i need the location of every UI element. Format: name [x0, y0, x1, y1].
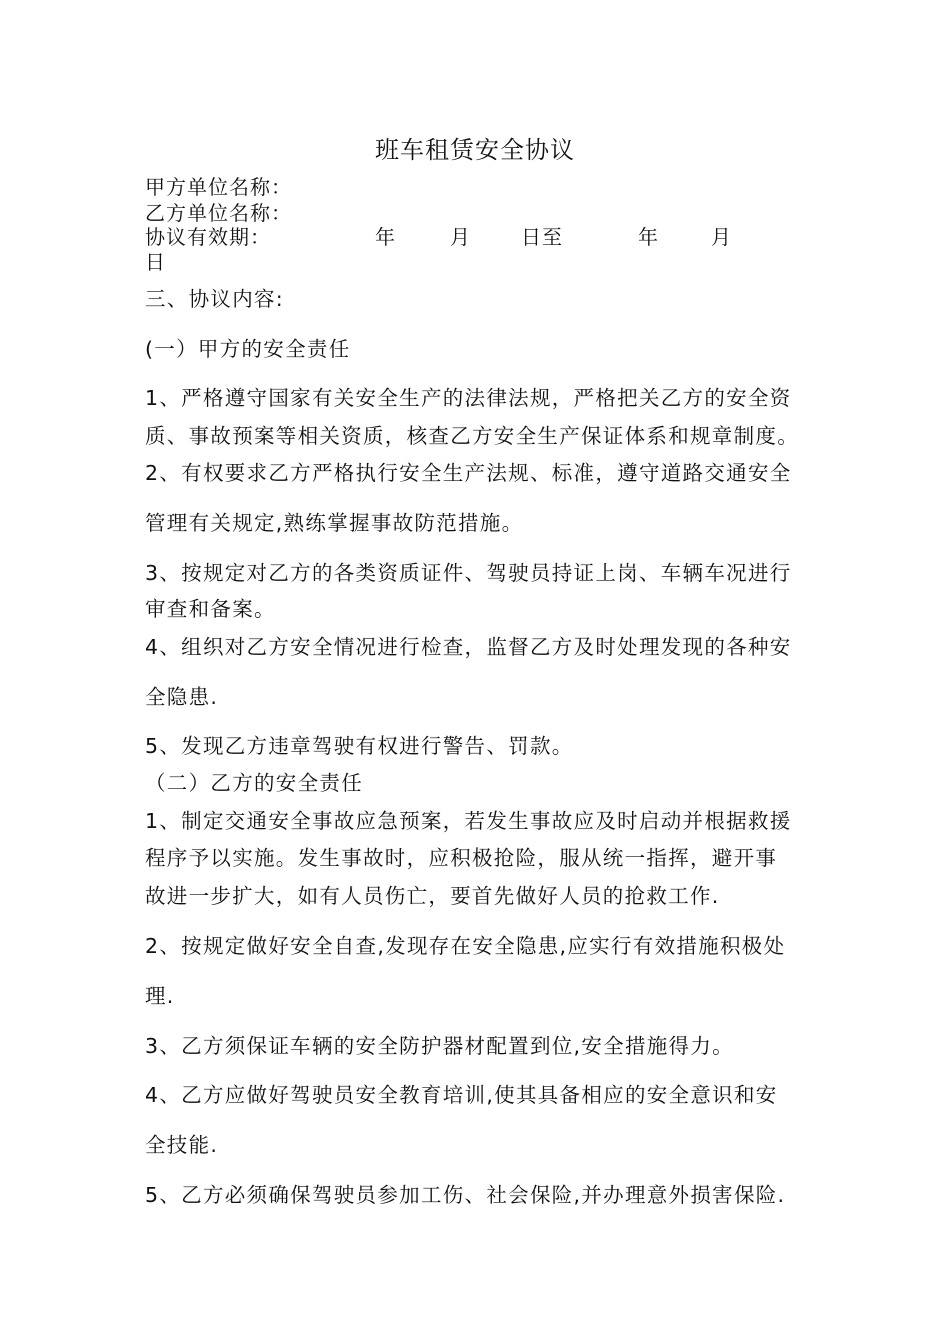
party-a-item-3-line-1: 3、按规定对乙方的各类资质证件、驾驶员持证上岗、车辆车况进行	[145, 561, 792, 585]
party-a-item-1-line-1: 1、严格遵守国家有关安全生产的法律法规，严格把关乙方的安全资	[145, 386, 792, 410]
party-b-name-label: 乙方单位名称：	[145, 201, 292, 225]
party-a-item-2-line-2: 管理有关规定,熟练掌握事故防范措施。	[145, 511, 524, 535]
party-b-item-4-line-1: 4、乙方应做好驾驶员安全教育培训,使其具备相应的安全意识和安	[145, 1083, 778, 1107]
party-b-item-4-line-2: 全技能.	[145, 1133, 219, 1157]
party-a-item-4-line-1: 4、组织对乙方安全情况进行检查，监督乙方及时处理发现的各种安	[145, 635, 792, 659]
section-three-heading: 三、协议内容:	[145, 287, 285, 311]
validity-day-to: 日至	[521, 225, 563, 249]
validity-label: 协议有效期：	[145, 225, 271, 249]
party-b-item-1-line-2: 程序予以实施。发生事故时，应积极抢险，服从统一指挥，避开事	[145, 846, 778, 870]
document-title: 班车租赁安全协议	[375, 136, 575, 164]
validity-row	[145, 222, 805, 252]
party-b-section-heading: （二）乙方的安全责任	[145, 771, 363, 795]
validity-start-month: 月	[450, 225, 471, 249]
party-a-section-heading: (一）甲方的安全责任	[145, 337, 351, 361]
party-b-item-1-line-1: 1、制定交通安全事故应急预案，若发生事故应及时启动并根据救援	[145, 809, 792, 833]
party-a-item-1-line-2: 质、事故预案等相关资质，核查乙方安全生产保证体系和规章制度。	[145, 424, 799, 448]
party-a-item-4-line-2: 全隐患.	[145, 685, 219, 709]
validity-end-month: 月	[711, 225, 732, 249]
validity-end-day: 日	[145, 250, 166, 274]
validity-end-year: 年	[638, 225, 659, 249]
party-a-item-5: 5、发现乙方违章驾驶有权进行警告、罚款。	[145, 734, 574, 758]
party-b-item-2-line-1: 2、按规定做好安全自查,发现存在安全隐患,应实行有效措施积极处	[145, 934, 786, 958]
party-a-item-3-line-2: 审查和备案。	[145, 597, 276, 621]
validity-start-year: 年	[375, 225, 396, 249]
party-b-item-2-line-2: 理.	[145, 984, 175, 1008]
party-b-item-5: 5、乙方必须确保驾驶员参加工伤、社会保险,并办理意外损害保险.	[145, 1183, 786, 1207]
party-a-item-2-line-1: 2、有权要求乙方严格执行安全生产法规、标准，遵守道路交通安全	[145, 461, 792, 485]
party-b-item-1-line-3: 故进一步扩大，如有人员伤亡，要首先做好人员的抢救工作.	[145, 884, 720, 908]
party-a-name-label: 甲方单位名称：	[145, 175, 292, 199]
party-b-item-3: 3、乙方须保证车辆的安全防护器材配置到位,安全措施得力。	[145, 1034, 734, 1058]
